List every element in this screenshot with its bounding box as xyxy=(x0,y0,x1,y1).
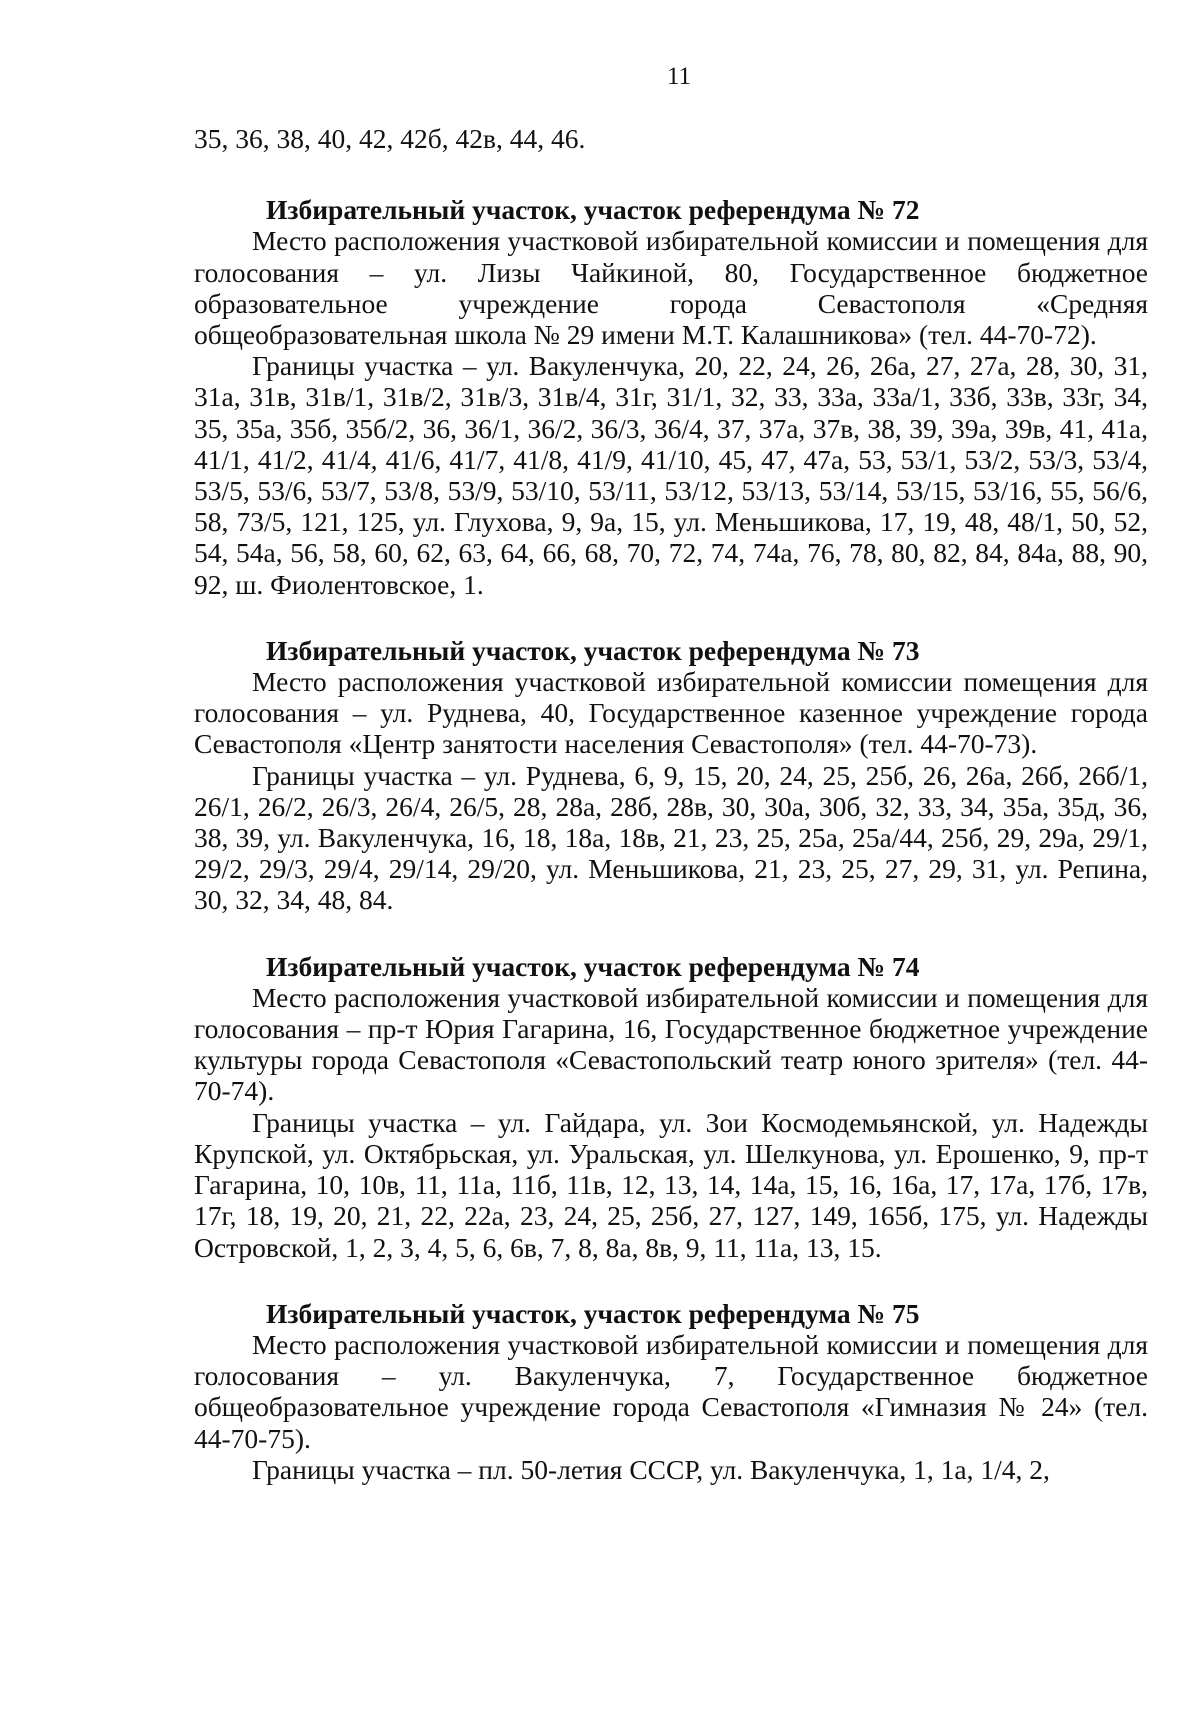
section-heading: Избирательный участок, участок референдума № 72 xyxy=(266,194,920,226)
section-location: Место расположения участковой избирательной комиссии и помещения для голосования – пр-т Юрия Гагарина, 16, Государственное бюджетное учреждение культуры города Севастополя «Севастопольский театр юного зрителя» (тел. 44-70-74). xyxy=(194,981,1148,1107)
section-75 xyxy=(194,1298,1148,1485)
section-heading: Избирательный участок, участок референдума № 73 xyxy=(266,634,920,666)
page-number: 11 xyxy=(666,63,692,90)
page-body xyxy=(194,123,1148,1485)
section-location: Место расположения участковой избирательной комиссии помещения для голосования – ул. Руднева, 40, Государственное казенное учреждение города Севастополя «Центр занятости населения Севастополя» (тел. 44-70-73). xyxy=(194,666,1148,760)
section-heading: Избирательный участок, участок референдума № 75 xyxy=(266,1297,920,1329)
section-73 xyxy=(194,635,1148,916)
section-boundaries: Границы участка – ул. Руднева, 6, 9, 15, 20, 24, 25, 25б, 26, 26а, 26б, 26б/1, 26/1, 26/2, 26/3, 26/4, 26/5, 28, 28а, 28б, 28в, 30, 30а, 30б, 32, 33, 34, 35а, 35д, 36, 38, 39, ул. Вакуленчука, 16, 18, 18а, 18в, 21, 23, 25, 25а, 25а/44, 25б, 29, 29а, 29/1, 29/2, 29/3, 29/4, 29/14, 29/20, ул. Меньшикова, 21, 23, 25, 27, 29, 31, ул. Репина, 30, 32, 34, 48, 84. xyxy=(194,759,1148,916)
section-heading: Избирательный участок, участок референдума № 74 xyxy=(266,950,920,982)
section-location: Место расположения участковой избирательной комиссии и помещения для голосования – ул. Лизы Чайкиной, 80, Государственное бюджетное образовательное учреждение города Севастополя «Средняя общеобразовательная школа № 29 имени М.Т. Калашникова» (тел. 44-70-72). xyxy=(194,225,1148,351)
section-74 xyxy=(194,951,1148,1263)
section-location: Место расположения участковой избирательной комиссии и помещения для голосования – ул. Вакуленчука, 7, Государственное бюджетное общеобразовательное учреждение города Севастополя «Гимназия № 24» (тел. 44-70-75). xyxy=(194,1328,1148,1454)
section-boundaries: Границы участка – пл. 50-летия СССР, ул. Вакуленчука, 1, 1а, 1/4, 2, xyxy=(252,1453,1050,1485)
section-72 xyxy=(194,194,1148,600)
section-boundaries: Границы участка – ул. Гайдара, ул. Зои Космодемьянской, ул. Надежды Крупской, ул. Октябрьская, ул. Уральская, ул. Шелкунова, ул. Ерошенко, 9, пр-т Гагарина, 10, 10в, 11, 11а, 11б, 11в, 12, 13, 14, 14а, 15, 16, 16а, 17, 17а, 17б, 17в, 17г, 18, 19, 20, 21, 22, 22а, 23, 24, 25, 25б, 27, 127, 149, 165б, 175, ул. Надежды Островской, 1, 2, 3, 4, 5, 6, 6в, 7, 8, 8а, 8в, 9, 11, 11а, 13, 15. xyxy=(194,1106,1148,1263)
continuation-text: 35, 36, 38, 40, 42, 42б, 42в, 44, 46. xyxy=(194,123,586,154)
section-boundaries: Границы участка – ул. Вакуленчука, 20, 22, 24, 26, 26а, 27, 27а, 28, 30, 31, 31а, 31в, 31в/1, 31в/2, 31в/3, 31в/4, 31г, 31/1, 32, 33, 33а, 33а/1, 33б, 33в, 33г, 34, 35, 35а, 35б, 35б/2, 36, 36/1, 36/2, 36/3, 36/4, 37, 37а, 37в, 38, 39, 39а, 39в, 41, 41а, 41/1, 41/2, 41/4, 41/6, 41/7, 41/8, 41/9, 41/10, 45, 47, 47а, 53, 53/1, 53/2, 53/3, 53/4, 53/5, 53/6, 53/7, 53/8, 53/9, 53/10, 53/11, 53/12, 53/13, 53/14, 53/15, 53/16, 55, 56/6, 58, 73/5, 121, 125, ул. Глухова, 9, 9а, 15, ул. Меньшикова, 17, 19, 48, 48/1, 50, 52, 54, 54а, 56, 58, 60, 62, 63, 64, 66, 68, 70, 72, 74, 74а, 76, 78, 80, 82, 84, 84а, 88, 90, 92, ш. Фиолентовское, 1. xyxy=(194,350,1148,600)
